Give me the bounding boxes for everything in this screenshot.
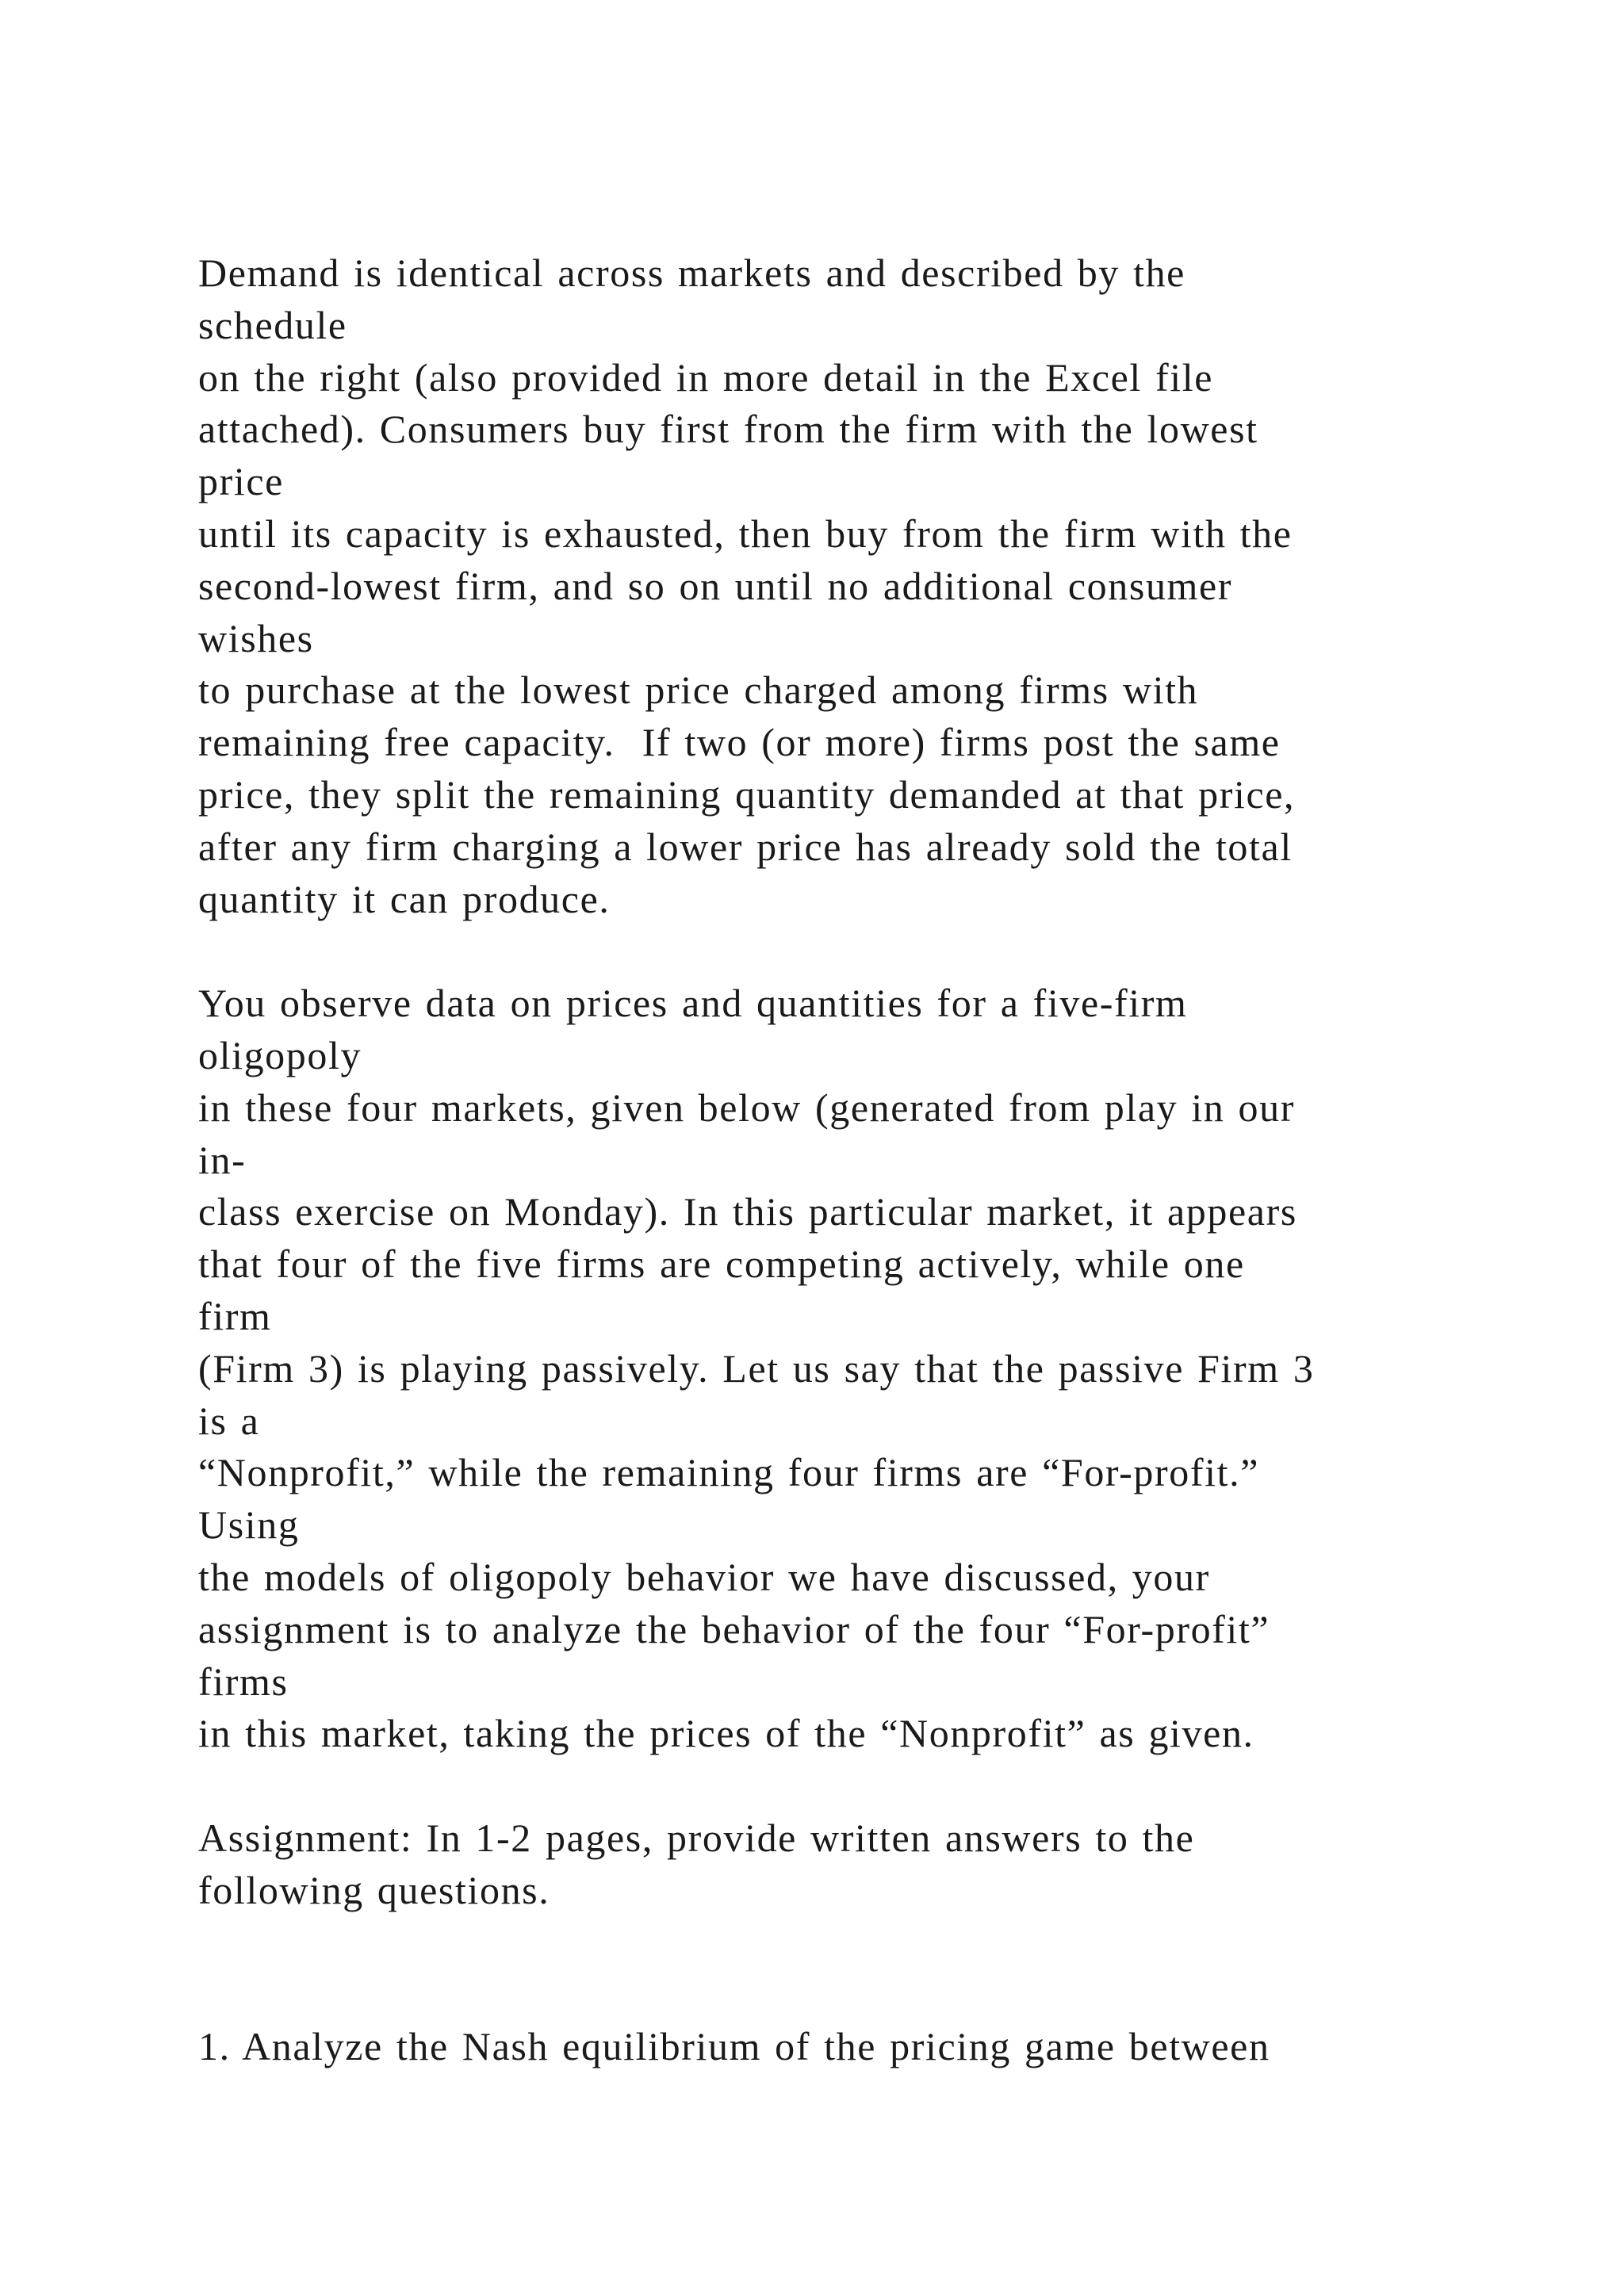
paragraph-spacer (198, 1917, 1507, 2022)
text-line: in- (198, 1137, 247, 1182)
text-line: after any firm charging a lower price has already sold the total (198, 824, 1293, 869)
text-line: the models of oligopoly behavior we have discussed, your (198, 1554, 1210, 1599)
text-line: remaining free capacity. If two (or more) firms post the same (198, 720, 1281, 765)
text-line: class exercise on Monday). In this particular market, it appears (198, 1189, 1297, 1234)
text-line: on the right (also provided in more detail in the Excel file (198, 354, 1214, 400)
text-line: until its capacity is exhausted, then buy from the firm with the (198, 511, 1293, 556)
text-line: that four of the five firms are competing actively, while one (198, 1242, 1245, 1287)
paragraph-spacer (198, 1760, 1507, 1812)
paragraph-spacer (198, 925, 1507, 978)
text-line: firms (198, 1659, 289, 1704)
paragraph-assignment (198, 1812, 1507, 1917)
text-line: (Firm 3) is playing passively. Let us say that the passive Firm 3 (198, 1345, 1315, 1391)
text-line: in this market, taking the prices of the “Nonprofit” as given. (198, 1711, 1254, 1756)
text-line: wishes (198, 615, 314, 660)
text-line: is a (198, 1398, 260, 1443)
text-line: following questions. (198, 1867, 550, 1912)
text-line: assignment is to analyze the behavior of the four “For-profit” (198, 1606, 1270, 1651)
paragraph-demand-description (198, 247, 1507, 925)
paragraph-observed-data (198, 978, 1507, 1760)
text-line: 1. Analyze the Nash equilibrium of the pricing game between (198, 2024, 1270, 2069)
text-line: Using (198, 1502, 300, 1548)
text-line: Demand is identical across markets and described by the (198, 251, 1185, 295)
text-line: You observe data on prices and quantities for a five-firm (198, 981, 1188, 1026)
text-line: oligopoly (198, 1032, 362, 1077)
text-line: quantity it can produce. (198, 876, 611, 921)
text-line: Assignment: In 1-2 pages, provide written answers to the (198, 1815, 1195, 1860)
document-body (198, 247, 1507, 2073)
text-line: schedule (198, 302, 347, 347)
text-line: price (198, 459, 284, 504)
text-line: “Nonprofit,” while the remaining four firms are “For-profit.” (198, 1450, 1260, 1495)
text-line: price, they split the remaining quantity demanded at that price, (198, 771, 1296, 817)
paragraph-question-1 (198, 2021, 1507, 2073)
text-line: to purchase at the lowest price charged among firms with (198, 668, 1199, 713)
text-line: attached). Consumers buy first from the firm with the lowest (198, 407, 1258, 452)
text-line: in these four markets, given below (generated from play in our (198, 1085, 1295, 1130)
text-line: second-lowest firm, and so on until no additional consumer (198, 563, 1233, 608)
text-line: firm (198, 1293, 272, 1338)
